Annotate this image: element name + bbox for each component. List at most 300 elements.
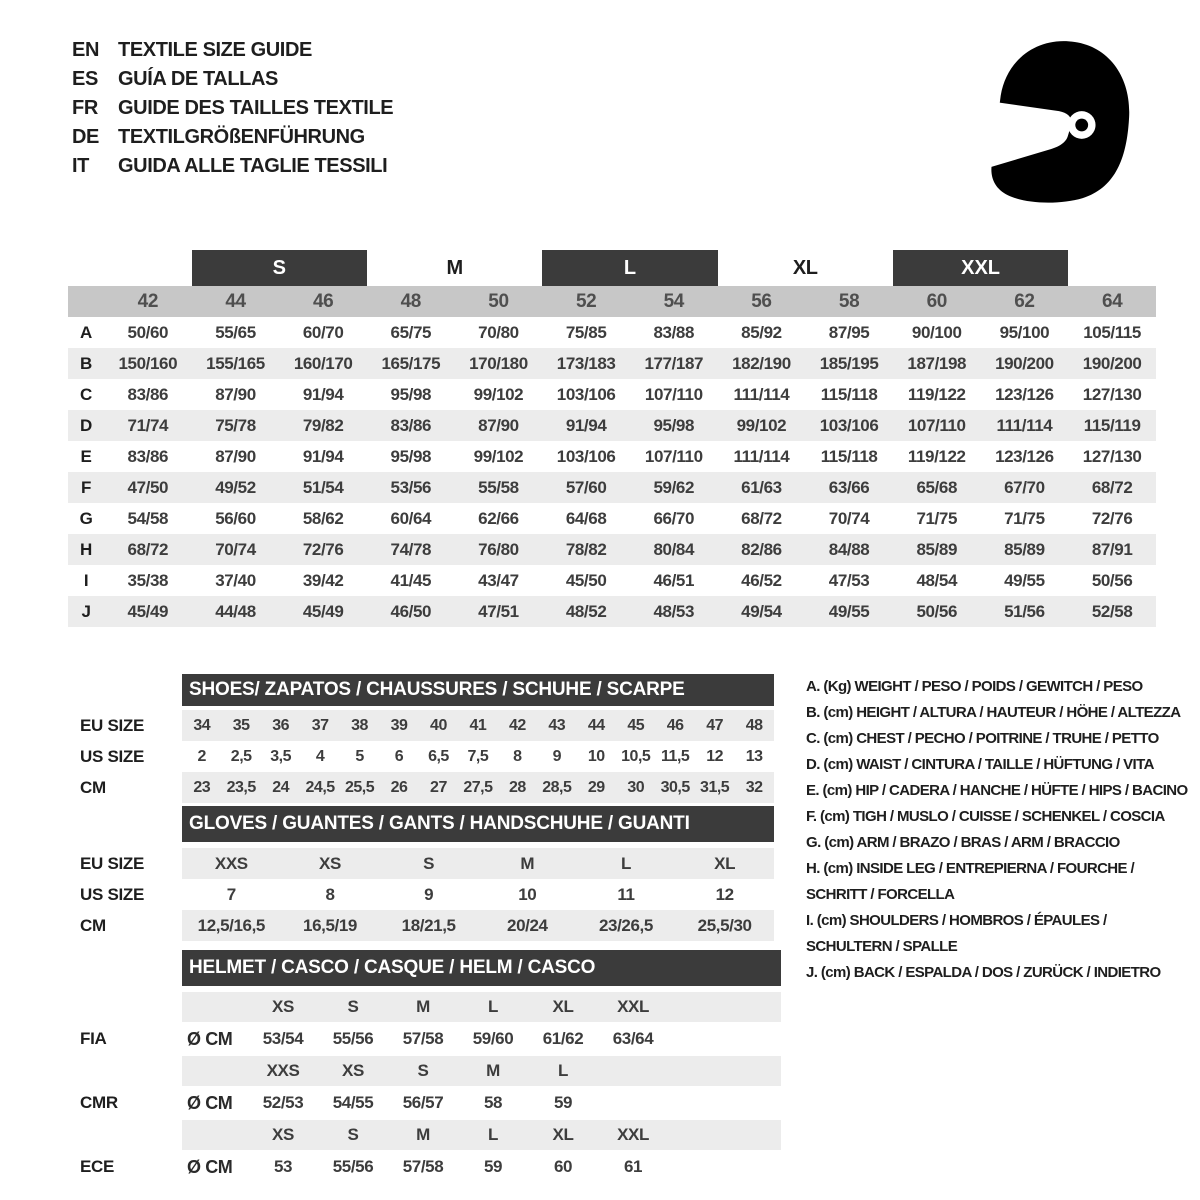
spacer-cell [68,250,104,286]
measure-cell: 46/52 [741,570,782,590]
us-size-cell: 13 [745,747,763,765]
measure-cell: 49/52 [192,472,280,503]
measure-cell: 71/75 [1004,508,1045,528]
helmet-value-cell: 61 [623,1157,643,1176]
measure-cell: 60/70 [302,322,344,342]
helmet-value-cell: 59 [483,1157,503,1176]
measure-cell: 52/58 [1068,596,1156,627]
measure-cell: 123/126 [995,446,1054,466]
measure-cell: 46/51 [653,570,695,590]
measure-cell: 76/80 [455,534,543,565]
measure-cell: 49/55 [1004,570,1045,590]
cm-size-cell: 16,5/19 [281,910,380,941]
numeric-size-header: 42 [104,286,192,317]
measure-cell: 68/72 [104,534,192,565]
measure-cell: 51/54 [279,472,367,503]
eu-size-cell: M [478,848,577,879]
row-letter: J [68,596,104,627]
measure-cell: 47/53 [828,570,870,590]
measure-cell: 70/80 [478,322,519,342]
guide-title: TEXTILGRÖßENFÜHRUNG [118,126,365,148]
measure-cell: 64/68 [565,508,607,528]
legend-item: SCHULTERN / SPALLE [806,938,958,955]
language-code: IT [72,155,89,177]
eu-size-cell: 44 [577,710,616,741]
helmet-value-cell [598,1086,668,1120]
measure-cell: 55/65 [215,322,256,342]
gloves-us-size-label: US SIZE [80,884,145,904]
measure-cell: 190/200 [1068,348,1156,379]
helmet-title-bar: HELMET / CASCO / CASQUE / HELM / CASCO [182,950,781,986]
measure-cell: 65/68 [893,472,981,503]
measure-row [68,379,1156,410]
us-size-cell: 12 [706,747,724,765]
eu-size-cell: 43 [537,710,576,741]
helmet-value-cell: 52/53 [262,1093,304,1112]
measure-cell: 43/47 [478,570,519,590]
measure-cell: 107/110 [893,410,981,441]
cm-size-cell: 28,5 [537,772,576,803]
cm-size-cell: 23,5 [221,772,260,803]
helmet-size-label: XL [528,992,598,1022]
row-letter: I [83,570,89,590]
filler-cell [668,1022,781,1056]
helmet-size-label: S [388,1056,458,1086]
helmet-size-label: S [318,1120,388,1150]
guide-title: GUÍA DE TALLAS [118,68,278,90]
measure-row [68,410,1156,441]
measure-cell: 65/75 [390,322,432,342]
eu-size-cell: S [379,848,478,879]
us-size-cell: 10,5 [621,747,651,765]
numeric-size-header: 44 [192,286,280,317]
fia-label: FIA [80,1029,107,1048]
us-size-cell: 5 [355,747,364,765]
helmet-value-cell: 53/54 [262,1029,304,1048]
cm-size-cell: 24 [261,772,300,803]
measure-cell: 66/70 [653,508,695,528]
numeric-size-header: 64 [1068,286,1156,317]
helmet-section [182,950,781,1184]
measure-cell: 187/198 [893,348,981,379]
numeric-size-header: 50 [455,286,543,317]
measure-cell: 67/70 [981,472,1069,503]
eu-size-cell: XL [675,848,774,879]
measure-cell: 99/102 [718,410,806,441]
measure-cell: 103/106 [556,384,616,404]
measure-row [68,441,1156,472]
shoes-title-bar: SHOES/ ZAPATOS / CHAUSSURES / SCHUHE / SCARPE [182,674,774,706]
us-size-cell: 6 [394,747,404,765]
measure-cell: 160/170 [279,348,367,379]
measure-row [68,503,1156,534]
eu-size-cell: XXS [182,848,281,879]
cm-size-cell: 18/21,5 [379,910,478,941]
legend-item: D. (cm) WAIST / CINTURA / TAILLE / HÜFTUNG / VITA [806,756,1154,773]
measure-cell: 50/56 [1091,570,1133,590]
visor-pivot-inner [1075,119,1088,132]
measure-cell: 59/62 [630,472,718,503]
shoes-table [182,710,774,803]
measure-cell: 46/50 [367,596,455,627]
legend-item: SCHRITT / FORCELLA [806,886,955,903]
measure-cell: 85/92 [741,322,782,342]
legend-item: J. (cm) BACK / ESPALDA / DOS / ZURÜCK / INDIETRO [806,964,1161,981]
cm-size-cell: 23 [182,772,221,803]
helmet-size-label: M [388,992,458,1022]
helmet-size-label: XXL [598,1120,668,1150]
measure-row [68,534,1156,565]
spacer-cell [182,992,248,1022]
row-letter: A [80,322,92,342]
measure-cell: 155/165 [192,348,280,379]
measure-cell: 119/122 [907,384,966,404]
size-group-xxl: XXL [893,250,1068,286]
row-letter: D [68,410,104,441]
eu-size-cell: L [577,848,676,879]
language-code: ES [72,68,98,90]
measure-cell: 182/190 [718,348,806,379]
helmet-value-cell: 58 [483,1093,503,1112]
filler-cell [668,1150,781,1184]
numeric-size-header: 58 [805,286,893,317]
measure-cell: 55/58 [455,472,543,503]
measure-cell: 91/94 [302,446,344,466]
measure-cell: 107/110 [644,446,703,466]
cm-size-cell: 29 [577,772,616,803]
legend-item: B. (cm) HEIGHT / ALTURA / HAUTEUR / HÖHE / ALTEZZA [806,704,1181,721]
measure-cell: 78/82 [542,534,630,565]
us-size-row [182,879,774,910]
filler-cell [668,1086,781,1120]
measure-cell: 70/74 [192,534,280,565]
us-size-cell: 11,5 [661,747,690,765]
measure-cell: 58/62 [302,508,344,528]
measure-cell: 90/100 [911,322,962,342]
measure-cell: 87/95 [828,322,870,342]
filler-cell [668,1056,781,1086]
size-group-xl: XL [718,250,893,286]
measure-cell: 44/48 [192,596,280,627]
row-letter: E [80,446,92,466]
main-size-table-wrap [68,250,1156,627]
spacer-cell [1068,250,1156,286]
numeric-size-header: 52 [542,286,630,317]
us-size-cell: 8 [513,747,522,765]
eu-size-cell: 42 [498,710,537,741]
size-group-l: L [542,250,717,286]
language-code: DE [72,126,99,148]
helmet-icon [980,36,1138,212]
cm-size-cell: 28 [498,772,537,803]
eu-size-cell: 48 [734,710,774,741]
measure-cell: 35/38 [127,570,169,590]
helmet-value-cell: 57/58 [402,1157,444,1176]
cm-size-cell: 31,5 [695,772,734,803]
measure-cell: 61/63 [718,472,806,503]
measure-cell: 45/49 [279,596,367,627]
measure-cell: 56/60 [215,508,256,528]
measure-cell: 50/60 [127,322,169,342]
measure-cell: 75/78 [192,410,280,441]
helmet-size-label: L [528,1056,598,1086]
us-size-row [182,741,774,772]
measure-cell: 185/195 [805,348,893,379]
helmet-value-cell: 59 [553,1093,573,1112]
measure-cell: 72/76 [1091,508,1133,528]
legend-item: G. (cm) ARM / BRAZO / BRAS / ARM / BRACCIO [806,834,1120,851]
measure-cell: 54/58 [127,508,169,528]
main-size-table [68,250,1156,627]
eu-size-cell: 39 [379,710,418,741]
legend-item: F. (cm) TIGH / MUSLO / CUISSE / SCHENKEL / COSCIA [806,808,1165,825]
helmet-value-cell: 55/56 [332,1029,374,1048]
measure-cell: 74/78 [367,534,455,565]
measure-cell: 119/122 [907,446,966,466]
language-row [72,94,393,123]
us-size-cell: 9 [552,747,561,765]
legend-item: I. (cm) SHOULDERS / HOMBROS / ÉPAULES / [806,912,1107,929]
measure-cell: 82/86 [718,534,806,565]
helmet-value-cell: 56/57 [402,1093,444,1112]
cm-size-cell: 26 [379,772,418,803]
helmet-size-label: L [458,992,528,1022]
measure-cell: 190/200 [981,348,1069,379]
gloves-table [182,848,774,941]
cmr-sizes-row [182,1056,781,1086]
helmet-size-label: XS [248,1120,318,1150]
helmet-size-label [598,1056,668,1086]
measure-cell: 62/66 [478,508,519,528]
spacer-cell [68,286,104,317]
measure-cell: 85/89 [893,534,981,565]
measure-cell: 48/54 [916,570,957,590]
language-row [72,36,393,65]
language-code: FR [72,97,98,119]
measure-cell: 105/115 [1083,322,1141,342]
eu-size-cell: 34 [182,710,221,741]
measure-cell: 111/114 [733,384,790,404]
helmet-value-cell: 53 [273,1157,293,1176]
numeric-size-header: 60 [893,286,981,317]
measure-cell: 87/90 [215,446,256,466]
measure-cell: 70/74 [828,508,870,528]
measure-cell: 170/180 [455,348,543,379]
cm-size-cell: 20/24 [478,910,577,941]
measure-cell: 95/98 [390,446,432,466]
measure-cell: 49/55 [805,596,893,627]
us-size-cell: 7,5 [467,747,489,765]
diameter-cm-label: Ø CM [187,1028,233,1049]
cm-size-row [182,772,774,803]
eu-size-cell: XS [281,848,380,879]
measure-cell: 71/74 [104,410,192,441]
measure-row [68,596,1156,627]
gloves-cm-label: CM [80,915,106,935]
language-row [72,152,393,181]
cm-size-cell: 23/26,5 [577,910,676,941]
measure-cell: 68/72 [1068,472,1156,503]
measure-cell: 95/98 [630,410,718,441]
ece-label: ECE [80,1157,115,1176]
measure-cell: 83/86 [127,384,169,404]
row-letter: G [79,508,93,528]
measure-cell: 85/89 [981,534,1069,565]
measure-cell: 53/56 [367,472,455,503]
eu-size-row [182,848,774,879]
diameter-cm-label: Ø CM [187,1092,233,1113]
filler-cell [668,1120,781,1150]
measure-cell: 83/86 [367,410,455,441]
numeric-size-row [68,286,1156,317]
measure-cell: 63/66 [805,472,893,503]
measure-cell: 41/45 [390,570,432,590]
helmet-value-cell: 60 [553,1157,573,1176]
us-size-cell: 2,5 [230,747,252,765]
filler-cell [668,992,781,1022]
us-size-cell: 12 [715,884,734,904]
numeric-size-header: 48 [367,286,455,317]
measurement-legend [806,674,1200,986]
numeric-size-header: 46 [279,286,367,317]
eu-size-cell: 40 [419,710,458,741]
spacer-cell [182,1120,248,1150]
legend-item: H. (cm) INSIDE LEG / ENTREPIERNA / FOURCHE / [806,860,1135,877]
gloves-section [182,806,774,941]
helmet-value-cell: 57/58 [402,1029,444,1048]
measure-cell: 79/82 [279,410,367,441]
measure-cell: 87/90 [215,384,256,404]
measure-cell: 51/56 [981,596,1069,627]
shoes-cm-label: CM [80,777,106,797]
measure-cell: 45/50 [565,570,607,590]
row-letter: B [68,348,104,379]
measure-cell: 57/60 [542,472,630,503]
measure-cell: 103/106 [805,410,893,441]
row-letter: F [68,472,104,503]
measure-cell: 111/114 [981,410,1069,441]
row-letter: C [80,384,92,404]
measure-row [68,348,1156,379]
spacer-cell [182,1056,248,1086]
cm-size-cell: 25,5 [340,772,379,803]
eu-size-cell: 47 [695,710,734,741]
measure-cell: 173/183 [542,348,630,379]
helmet-size-label: XS [318,1056,388,1086]
measure-cell: 72/76 [279,534,367,565]
measure-cell: 177/187 [630,348,718,379]
measure-cell: 115/119 [1068,410,1156,441]
helmet-value-cell: 59/60 [472,1029,514,1048]
size-group-row [68,250,1156,286]
us-size-cell: 9 [424,884,434,904]
measure-cell: 165/175 [367,348,455,379]
cm-size-cell: 30,5 [655,772,694,803]
measure-cell: 37/40 [215,570,256,590]
helmet-size-label: XS [248,992,318,1022]
measure-row [68,565,1156,596]
us-size-cell: 3,5 [270,747,291,765]
measure-cell: 91/94 [542,410,630,441]
eu-size-cell: 45 [616,710,655,741]
eu-size-cell: 38 [340,710,379,741]
language-row [72,123,393,152]
measure-cell: 107/110 [644,384,703,404]
legend-item: A. (Kg) WEIGHT / PESO / POIDS / GEWITCH / PESO [806,678,1143,695]
guide-title: GUIDE DES TAILLES TEXTILE [118,97,394,119]
measure-cell: 115/118 [820,446,878,466]
helmet-size-label: M [458,1056,528,1086]
measure-cell: 48/52 [542,596,630,627]
spacer-cell [104,250,192,286]
cm-size-cell: 27 [419,772,458,803]
ece-values-row [182,1150,781,1184]
measure-cell: 87/91 [1068,534,1156,565]
us-size-cell: 8 [325,884,335,904]
measure-cell: 91/94 [302,384,344,404]
measure-cell: 48/53 [630,596,718,627]
measure-cell: 45/49 [104,596,192,627]
shoes-eu-size-label: EU SIZE [80,715,145,735]
eu-size-cell: 35 [221,710,260,741]
measure-cell: 150/160 [104,348,192,379]
numeric-size-header: 56 [718,286,806,317]
us-size-cell: 4 [315,747,325,765]
measure-cell: 99/102 [473,446,524,466]
shoes-section [182,674,774,803]
cm-size-cell: 25,5/30 [675,910,774,941]
helmet-size-label: S [318,992,388,1022]
gloves-eu-size-label: EU SIZE [80,853,145,873]
fia-sizes-row [182,992,781,1022]
helmet-size-label: XL [528,1120,598,1150]
measure-cell: 60/64 [390,508,432,528]
language-title-list [72,36,393,181]
diameter-cm-label: Ø CM [187,1156,233,1177]
helmet-value-cell: 61/62 [542,1029,584,1048]
helmet-table [182,992,781,1184]
us-size-cell: 6,5 [428,747,449,765]
size-group-s: S [192,250,367,286]
cm-size-cell: 30 [616,772,655,803]
ece-sizes-row [182,1120,781,1150]
eu-size-cell: 37 [300,710,339,741]
legend-item: C. (cm) CHEST / PECHO / POITRINE / TRUHE / PETTO [806,730,1159,747]
size-group-m: M [367,250,542,286]
measure-cell: 127/130 [1082,446,1142,466]
measure-cell: 103/106 [556,446,616,466]
legend-item: E. (cm) HIP / CADERA / HANCHE / HÜFTE / HIPS / BACINO [806,782,1188,799]
measure-row [68,317,1156,348]
cmr-values-row [182,1086,781,1120]
numeric-size-header: 54 [630,286,718,317]
measure-cell: 127/130 [1082,384,1142,404]
eu-size-cell: 41 [458,710,497,741]
cm-size-cell: 27,5 [458,772,497,803]
measure-cell: 80/84 [630,534,718,565]
guide-title: GUIDA ALLE TAGLIE TESSILI [118,155,388,177]
measure-cell: 95/100 [999,322,1050,342]
helmet-value-cell: 54/55 [332,1093,374,1112]
measure-cell: 83/88 [653,322,695,342]
measure-cell: 68/72 [741,508,782,528]
eu-size-cell: 46 [655,710,694,741]
cmr-label: CMR [80,1093,118,1112]
us-size-cell: 10 [518,884,537,904]
measure-cell: 115/118 [820,384,878,404]
cm-size-cell: 12,5/16,5 [182,910,281,941]
us-size-cell: 10 [587,747,605,765]
